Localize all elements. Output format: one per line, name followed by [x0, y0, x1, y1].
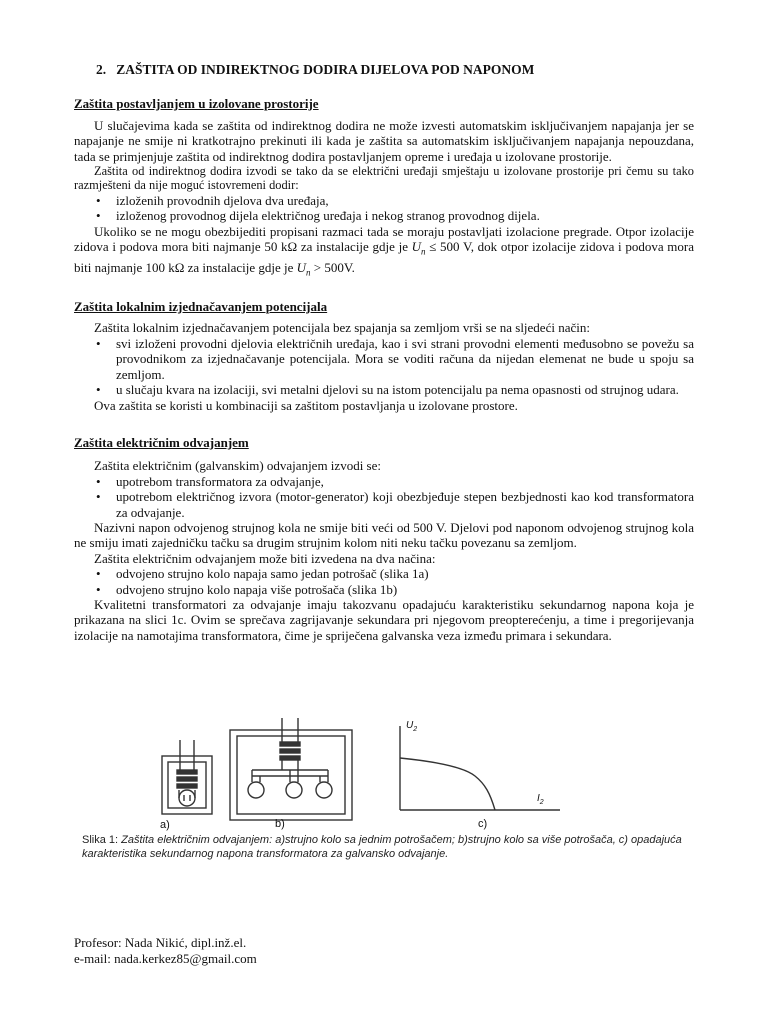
circuit-a-diagram — [162, 740, 212, 814]
section2-paragraph-1: Zaštita lokalnim izjednačavanjem potencijala bez spajanja sa zemljom vrši se na sljedeći način: — [94, 320, 590, 336]
list-item: • odvojeno strujno kolo napaja samo jedan potrošač (slika 1a) — [74, 566, 694, 581]
section3-paragraph-2: Nazivni napon odvojenog strujnog kola ne smije biti veći od 500 V. Djelovi pod naponom odvojenog strujnog kola ne smiju imati zajedničku tačku sa drugim strujnim kolom niti neku tačku povezanu sa zemljom. — [74, 519, 694, 551]
section2-paragraph-2: Ova zaštita se koristi u kombinaciji sa zaštitom postavljanja u izolovane prostore. — [94, 397, 518, 413]
section3-paragraph-4: Kvalitetni transformatori za odvajanje imaju takozvanu opadajuću karakteristiku sekundarnog napona koja je prikazana na slici 1c. Ovim se sprečava zagrijavanje sekundara pri njegovom preopterećenju, a time i pregorijevanja izolacije na namotajima transformatora, čime je spriječena galvanska veza između primara i sekundara. — [74, 596, 694, 643]
list-item: • svi izloženi provodni djeloviа električnih uređaja, kao i svi strani provodni elementi međusobno se povežu sa provodnikom za izjednačavanje potencijala. Mora se voditi računa da nijedan elemenat ne bude u spoju sa zemljom. — [74, 336, 694, 382]
circuit-b-diagram — [230, 718, 352, 820]
list-item: • upotrebom transformatora za odvajanje, — [74, 474, 694, 489]
x-axis-label: $I_2$ — [537, 793, 544, 806]
footer-author: Profesor: Nada Nikić, dipl.inž.el. — [74, 935, 247, 950]
list-item: • izloženog provodnog dijela električnog uređaja i nekog stranog provodnog dijela. — [74, 208, 694, 223]
characteristic-chart — [400, 726, 560, 810]
figure-drawing — [80, 718, 700, 833]
document-page — [74, 62, 694, 643]
caption-text: Zaštita električnim odvajanjem: a)strujno kolo sa jednim potrošačem; b)strujno kolo sa više potrošača, c) opadajuća karakteristika sekundarnog napona transformatora za galvansko odvajanje. — [82, 834, 682, 860]
heading-title: ZAŠTITA OD INDIREKTNOG DODIRA DIJELOVA POD NAPONOM — [116, 62, 535, 77]
list-item: • upotrebom električnog izvora (motor-generator) koji obezbjeđuje stepen bezbjednosti kao kod transformatora za odvajanje. — [74, 489, 694, 520]
section1-paragraph-3: Ukoliko se ne mogu obezbijediti propisani razmaci tada se moraju postavljati izolacione pregrade. Otpor izolacije zidova i podova mora biti najmanje 50 kΩ za instalacije gdje je $U_n \le 500$ V, dok otpor izolacije zidova i podova mora biti najmanje 100 kΩ za instalacije gdje je $U_n > 500V$. — [74, 223, 695, 278]
section3-paragraph-3: Zaštita električnim odvajanjem može biti izvedena na dva načina: — [94, 550, 436, 566]
y-axis-label: $U_2$ — [406, 720, 418, 733]
main-heading — [96, 62, 694, 77]
section1-paragraph-2: Zaštita od indirektnog dodira izvodi se tako da se električni uređaji smještaju u izolovane prostorije pri čemu su tako razmješteni da nije moguć istovremeni dodir: — [74, 164, 694, 193]
section1-bullet-list — [74, 193, 694, 224]
footer-email: e-mail: nada.kerkez85@gmail.com — [74, 950, 257, 966]
figure-label-c: c) — [478, 818, 488, 830]
caption-prefix: Slika 1: — [82, 834, 122, 846]
section3-bullet-list-1 — [74, 474, 694, 520]
section3-title: Zaštita električnim odvajanjem — [74, 434, 249, 450]
list-item: • odvojeno strujno kolo napaja više potrošača (slika 1b) — [74, 582, 694, 597]
section2-bullet-list — [74, 336, 694, 398]
footer — [74, 935, 257, 966]
figure-caption — [82, 833, 682, 861]
section1-title: Zaštita postavljanjem u izolovane prostorije — [74, 96, 319, 112]
section1-paragraph-1: U slučajevima kada se zaštita od indirektnog dodira ne može izvesti automatskim isključivanjem napajanja jer se napajanje ne smije ni kratkotrajno prekinuti ili kada je zaštita sa automatskim isključivanjem napajanja nepouzdana, tada se primjenjuje zaštita od indirektnog dodira postavljanjem opreme i uređaja u izolovane prostorije. — [74, 117, 694, 164]
figure-label-b: b) — [275, 818, 285, 830]
section3-paragraph-1: Zaštita električnim (galvanskim) odvajanjem izvodi se: — [94, 458, 381, 474]
section2-title: Zaštita lokalnim izjednačavanjem potencijala — [74, 299, 328, 315]
figure-label-a: a) — [160, 819, 170, 831]
section3-bullet-list-2 — [74, 566, 694, 597]
list-item: • u slučaju kvara na izolaciji, svi metalni djelovi su na istom potencijalu pa nema opasnosti od strujnog udara. — [74, 382, 694, 397]
list-item: • izloženih provodnih djelova dva uređaja, — [74, 193, 694, 208]
heading-number: 2. — [96, 62, 107, 77]
voltage-curve — [400, 758, 495, 810]
